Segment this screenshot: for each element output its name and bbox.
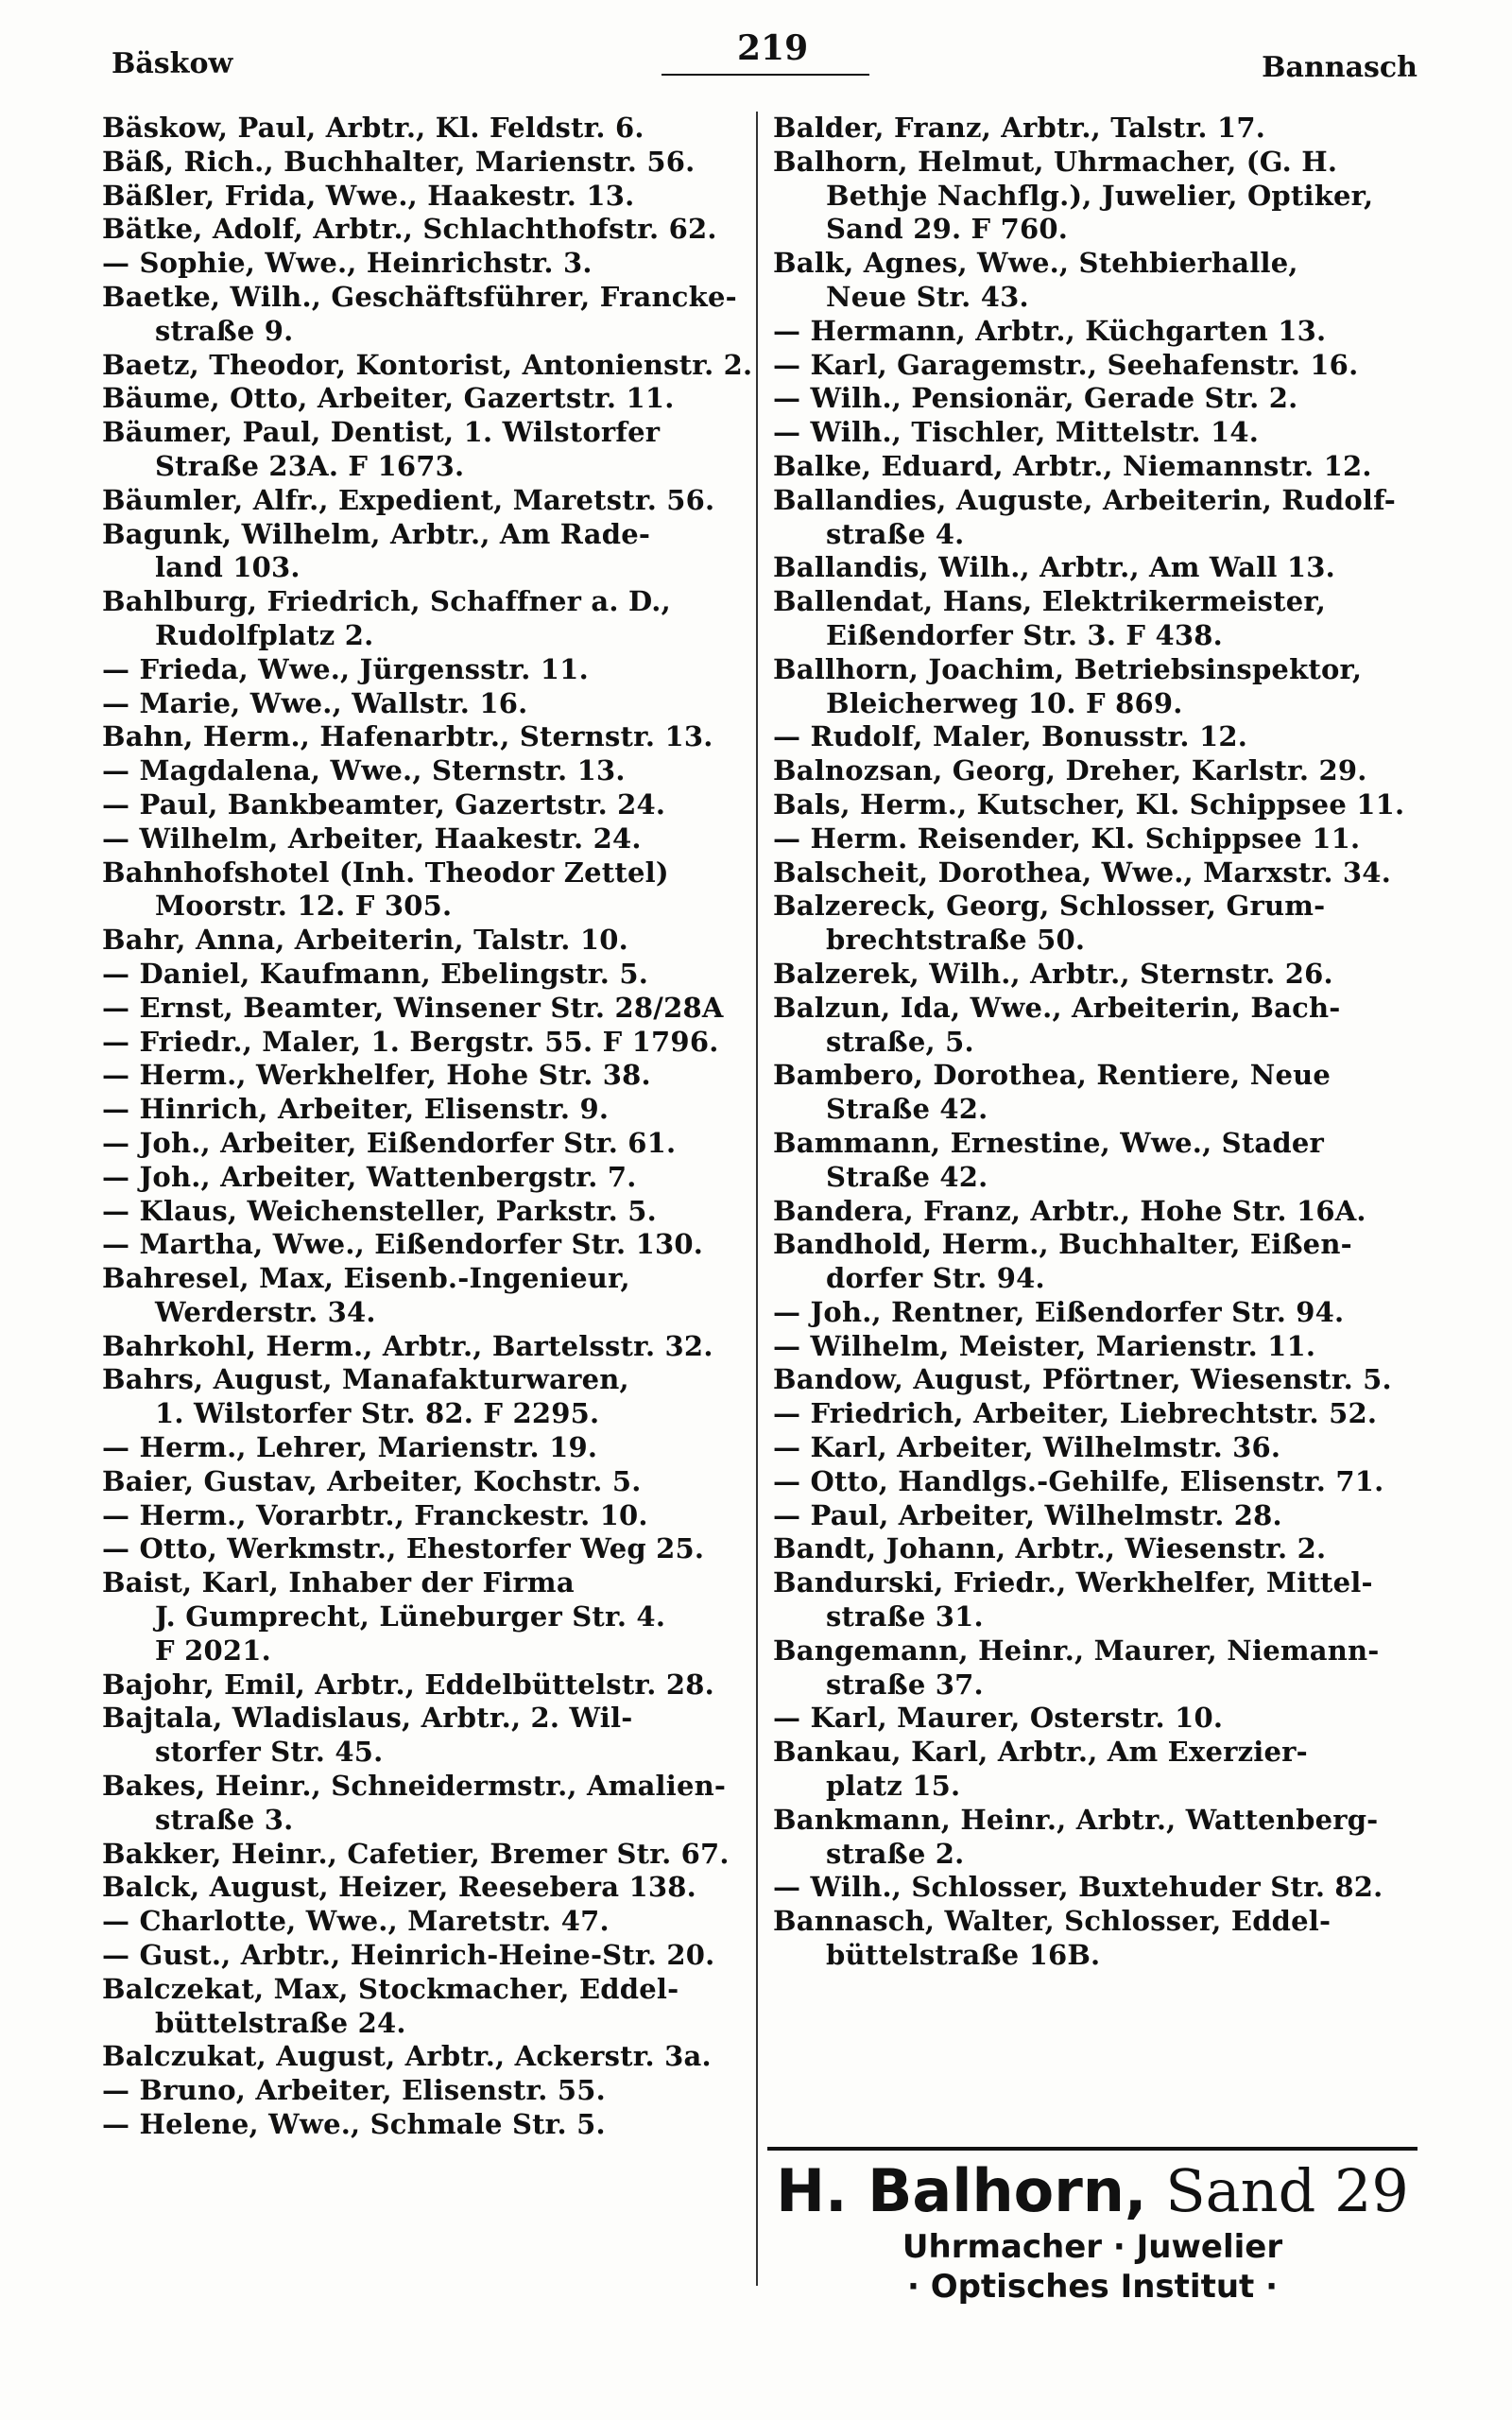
entry-line: Bangemann, Heinr., Maurer, Niemann- [773, 1634, 1380, 1667]
entry-line: Bajtala, Wladislaus, Arbtr., 2. Wil- [102, 1702, 633, 1735]
entry-continuation-line: brechtstraße 50. [826, 924, 1086, 957]
directory-entry [773, 653, 1425, 721]
directory-entry [773, 958, 1425, 992]
directory-entry [102, 518, 754, 586]
entry-line: Balhorn, Helmut, Uhrmacher, (G. H. [773, 145, 1338, 178]
entry-continuation-line: Bleicherweg 10. F 869. [826, 686, 1183, 719]
entry-line: Bambero, Dorothea, Rentiere, Neue [773, 1059, 1332, 1092]
directory-entry [773, 1566, 1425, 1634]
entry-line: Bankmann, Heinr., Arbtr., Wattenberg- [773, 1803, 1379, 1836]
directory-entry [773, 1702, 1425, 1736]
directory-entry [773, 1059, 1425, 1127]
entry-line: Bahrkohl, Herm., Arbtr., Bartelsstr. 32. [102, 1329, 713, 1362]
entry-line: — Friedrich, Arbeiter, Liebrechtstr. 52. [773, 1397, 1378, 1430]
entry-continuation-line: Straße 23A. F 1673. [155, 449, 465, 482]
entry-continuation-line: Neue Str. 43. [826, 280, 1029, 313]
entry-line: Balnozsan, Georg, Dreher, Karlstr. 29. [773, 754, 1367, 787]
directory-entry [102, 958, 754, 992]
page-number: 219 [737, 28, 809, 68]
directory-entry [773, 112, 1425, 146]
directory-entry [102, 1566, 754, 1668]
entry-continuation-line: straße 31. [826, 1600, 984, 1634]
entry-continuation-line: Bethje Nachflg.), Juwelier, Optiker, [826, 179, 1374, 212]
directory-entry [102, 1532, 754, 1566]
directory-entry [773, 416, 1425, 450]
entry-line: — Marie, Wwe., Wallstr. 16. [102, 686, 528, 719]
entry-line: Bammann, Ernestine, Wwe., Stader [773, 1126, 1325, 1159]
entry-line: — Karl, Maurer, Osterstr. 10. [773, 1702, 1224, 1735]
directory-entry [102, 1499, 754, 1533]
entry-line: Baetz, Theodor, Kontorist, Antonienstr. 2. [102, 348, 753, 381]
entry-line: Bakes, Heinr., Schneidermstr., Amalien- [102, 1770, 727, 1803]
directory-entry [773, 382, 1425, 416]
header-last-entry: Bannasch [1262, 51, 1418, 84]
directory-entry [102, 856, 754, 925]
entry-line: Ballandies, Auguste, Arbeiterin, Rudolf- [773, 483, 1397, 516]
entry-line: — Hermann, Arbtr., Küchgarten 13. [773, 314, 1327, 347]
entry-line: — Paul, Bankbeamter, Gazertstr. 24. [102, 787, 666, 821]
entry-line: Bahlburg, Friedrich, Schaffner a. D., [102, 585, 671, 618]
advertisement-address: Sand 29 [1165, 2156, 1409, 2225]
entry-line: — Wilhelm, Arbeiter, Haakestr. 24. [102, 821, 642, 855]
directory-entry [102, 1905, 754, 1939]
entry-line: Ballhorn, Joachim, Betriebsinspektor, [773, 652, 1363, 685]
directory-entry [773, 1905, 1425, 1973]
entry-line: — Herm., Werkhelfer, Hohe Str. 38. [102, 1059, 651, 1092]
directory-entry [773, 822, 1425, 856]
entry-line: — Joh., Arbeiter, Wattenbergstr. 7. [102, 1160, 637, 1193]
directory-entry [773, 992, 1425, 1060]
directory-entry [102, 585, 754, 653]
entry-line: — Gust., Arbtr., Heinrich-Heine-Str. 20. [102, 1939, 715, 1972]
directory-entry [773, 1499, 1425, 1533]
directory-entry [102, 2108, 754, 2142]
directory-entry [773, 1397, 1425, 1431]
entry-line: Balczekat, Max, Stockmacher, Eddel- [102, 1972, 679, 2005]
directory-entry [773, 1736, 1425, 1804]
directory-entry [773, 484, 1425, 552]
entry-line: Balk, Agnes, Wwe., Stehbierhalle, [773, 247, 1298, 280]
directory-entry [102, 1973, 754, 2041]
directory-entry [102, 112, 754, 146]
directory-entry [102, 1026, 754, 1060]
entry-continuation-line: büttelstraße 24. [155, 2006, 406, 2039]
entry-line: — Martha, Wwe., Eißendorfer Str. 130. [102, 1228, 704, 1261]
directory-entry [773, 1431, 1425, 1465]
directory-entry [102, 1702, 754, 1770]
directory-entry [773, 585, 1425, 653]
entry-line: Bäume, Otto, Arbeiter, Gazertstr. 11. [102, 382, 675, 415]
entry-line: Bäßler, Frida, Wwe., Haakestr. 13. [102, 179, 635, 212]
directory-entry [773, 315, 1425, 349]
directory-entry [102, 349, 754, 383]
directory-entry [102, 754, 754, 788]
entry-line: — Otto, Handlgs.-Gehilfe, Elisenstr. 71. [773, 1464, 1384, 1497]
directory-entry [773, 1465, 1425, 1499]
directory-entry [773, 1296, 1425, 1330]
directory-entry [102, 1195, 754, 1229]
entry-line: Bandt, Johann, Arbtr., Wiesenstr. 2. [773, 1532, 1327, 1565]
entry-continuation-line: 1. Wilstorfer Str. 82. F 2295. [155, 1397, 600, 1430]
directory-entry [773, 1871, 1425, 1905]
entry-line: — Wilh., Tischler, Mittelstr. 14. [773, 416, 1260, 449]
entry-line: — Joh., Arbeiter, Eißendorfer Str. 61. [102, 1126, 677, 1159]
directory-entry [102, 2040, 754, 2074]
directory-entry [773, 1634, 1425, 1703]
entry-line: Bäumler, Alfr., Expedient, Maretstr. 56. [102, 483, 715, 516]
directory-entry [102, 281, 754, 349]
directory-entry [102, 213, 754, 247]
entry-line: Ballendat, Hans, Elektrikermeister, [773, 585, 1327, 618]
directory-entry [773, 349, 1425, 383]
entry-continuation-line: straße 2. [826, 1837, 965, 1870]
directory-entry [102, 1059, 754, 1093]
entry-continuation-line: storfer Str. 45. [155, 1736, 384, 1769]
entry-line: Bahr, Anna, Arbeiterin, Talstr. 10. [102, 924, 628, 957]
directory-entry [102, 1465, 754, 1499]
entry-line: Balck, August, Heizer, Reesebera 138. [102, 1871, 696, 1904]
advertisement [767, 2155, 1418, 2325]
directory-entry [102, 1770, 754, 1838]
entry-line: Bahrs, August, Manafakturwaren, [102, 1363, 629, 1396]
entry-line: — Charlotte, Wwe., Maretstr. 47. [102, 1905, 610, 1938]
entry-line: Bals, Herm., Kutscher, Kl. Schippsee 11. [773, 787, 1405, 821]
entry-continuation-line: platz 15. [826, 1770, 961, 1803]
entry-line: Bäß, Rich., Buchhalter, Marienstr. 56. [102, 145, 696, 178]
entry-line: Balke, Eduard, Arbtr., Niemannstr. 12. [773, 449, 1372, 482]
entry-line: — Hinrich, Arbeiter, Elisenstr. 9. [102, 1093, 610, 1126]
entry-line: — Karl, Arbeiter, Wilhelmstr. 36. [773, 1431, 1281, 1464]
entry-line: Bahn, Herm., Hafenarbtr., Sternstr. 13. [102, 720, 713, 753]
directory-entry [773, 890, 1425, 958]
directory-entry [102, 247, 754, 281]
entry-line: Baier, Gustav, Arbeiter, Kochstr. 5. [102, 1464, 642, 1497]
directory-entry [102, 1939, 754, 1973]
entry-continuation-line: Straße 42. [826, 1160, 988, 1193]
directory-entry [773, 551, 1425, 585]
entry-line: — Paul, Arbeiter, Wilhelmstr. 28. [773, 1498, 1282, 1531]
directory-entry [102, 180, 754, 214]
directory-entry [773, 1330, 1425, 1364]
advertisement-name: H. Balhorn, [776, 2156, 1147, 2225]
entry-line: — Rudolf, Maler, Bonusstr. 12. [773, 720, 1248, 753]
directory-entry [102, 788, 754, 822]
entry-line: — Wilhelm, Meister, Marienstr. 11. [773, 1329, 1316, 1362]
entry-line: Bankau, Karl, Arbtr., Am Exerzier- [773, 1736, 1308, 1769]
header-rule [662, 74, 869, 76]
directory-entry [773, 1804, 1425, 1872]
entry-line: — Joh., Rentner, Eißendorfer Str. 94. [773, 1295, 1345, 1328]
directory-entry [102, 1668, 754, 1703]
entry-continuation-line: straße, 5. [826, 1025, 974, 1058]
entry-line: Bagunk, Wilhelm, Arbtr., Am Rade- [102, 517, 651, 550]
directory-entry [102, 1330, 754, 1364]
entry-continuation-line: Eißendorfer Str. 3. F 438. [826, 618, 1223, 651]
entry-continuation-line: büttelstraße 16B. [826, 1939, 1101, 1972]
entry-continuation-line: straße 9. [155, 314, 294, 347]
directory-entry [102, 653, 754, 687]
entry-line: — Sophie, Wwe., Heinrichstr. 3. [102, 247, 593, 280]
entry-line: Bandera, Franz, Arbtr., Hohe Str. 16A. [773, 1194, 1366, 1227]
directory-entry [102, 1871, 754, 1905]
entry-line: — Friedr., Maler, 1. Bergstr. 55. F 1796. [102, 1025, 719, 1058]
directory-entry [102, 484, 754, 518]
entry-continuation-line: Werderstr. 34. [155, 1295, 376, 1328]
advertisement-line-1: Uhrmacher · Juwelier [902, 2228, 1283, 2266]
entry-continuation-line: Rudolfplatz 2. [155, 618, 374, 651]
directory-entry [102, 146, 754, 180]
entry-line: Baist, Karl, Inhaber der Firma [102, 1566, 575, 1599]
directory-entry [102, 1363, 754, 1431]
entry-line: Bandhold, Herm., Buchhalter, Eißen- [773, 1228, 1352, 1261]
directory-entry [102, 1838, 754, 1872]
entry-line: — Wilh., Pensionär, Gerade Str. 2. [773, 382, 1298, 415]
directory-entry [773, 788, 1425, 822]
directory-entry [102, 2074, 754, 2108]
entry-line: — Bruno, Arbeiter, Elisenstr. 55. [102, 2074, 606, 2107]
entry-continuation-line: Sand 29. F 760. [826, 213, 1069, 246]
directory-entry [102, 382, 754, 416]
directory-entry [773, 1532, 1425, 1566]
directory-entry [773, 146, 1425, 247]
entry-continuation-line: straße 3. [155, 1803, 294, 1836]
entry-line: Balder, Franz, Arbtr., Talstr. 17. [773, 112, 1266, 144]
entry-line: — Otto, Werkmstr., Ehestorfer Weg 25. [102, 1532, 705, 1565]
header-first-entry: Bäskow [112, 47, 233, 80]
entry-line: — Magdalena, Wwe., Sternstr. 13. [102, 754, 626, 787]
directory-entry [102, 1127, 754, 1161]
directory-entry [773, 450, 1425, 484]
directory-entry [102, 1093, 754, 1127]
directory-entry [773, 856, 1425, 890]
directory-entry [102, 1431, 754, 1465]
directory-entry [102, 416, 754, 484]
entry-line: Bajohr, Emil, Arbtr., Eddelbüttelstr. 28. [102, 1668, 714, 1701]
entry-continuation-line: Moorstr. 12. F 305. [155, 890, 453, 923]
entry-continuation-line: Straße 42. [826, 1093, 988, 1126]
directory-entry [773, 247, 1425, 315]
directory-entry [773, 1228, 1425, 1296]
page-header [0, 28, 1512, 85]
directory-entry [102, 1161, 754, 1195]
entry-continuation-line: straße 4. [826, 517, 965, 550]
entry-line: Bahnhofshotel (Inh. Theodor Zettel) [102, 856, 669, 889]
directory-entry [102, 822, 754, 856]
directory-entry [773, 1127, 1425, 1195]
right-column [773, 112, 1425, 1973]
directory-entry [102, 1262, 754, 1330]
directory-entry [102, 992, 754, 1026]
entry-line: Balzun, Ida, Wwe., Arbeiterin, Bach- [773, 991, 1341, 1024]
entry-line: Balscheit, Dorothea, Wwe., Marxstr. 34. [773, 856, 1391, 889]
directory-entry [102, 687, 754, 721]
entry-line: — Klaus, Weichensteller, Parkstr. 5. [102, 1194, 657, 1227]
entry-line: Baetke, Wilh., Geschäftsführer, Francke- [102, 280, 737, 313]
entry-continuation-line: straße 37. [826, 1668, 984, 1701]
entry-line: Bandurski, Friedr., Werkhelfer, Mittel- [773, 1566, 1373, 1599]
advertisement-title [767, 2155, 1418, 2227]
entry-line: Balczukat, August, Arbtr., Ackerstr. 3a. [102, 2040, 712, 2073]
entry-line: Bätke, Adolf, Arbtr., Schlachthofstr. 62. [102, 213, 717, 246]
entry-line: Balzerek, Wilh., Arbtr., Sternstr. 26. [773, 957, 1333, 990]
entry-line: Balzereck, Georg, Schlosser, Grum- [773, 890, 1326, 923]
entry-line: Bäumer, Paul, Dentist, 1. Wilstorfer [102, 416, 661, 449]
entry-line: — Ernst, Beamter, Winsener Str. 28/28A [102, 991, 724, 1024]
entry-continuation-line: dorfer Str. 94. [826, 1262, 1045, 1295]
entry-line: Bakker, Heinr., Cafetier, Bremer Str. 67. [102, 1837, 730, 1870]
directory-entry [773, 1195, 1425, 1229]
entry-line: — Herm., Vorarbtr., Franckestr. 10. [102, 1498, 648, 1531]
entry-continuation-line: F 2021. [155, 1634, 271, 1667]
advertisement-line-2: · Optisches Institut · [906, 2268, 1279, 2306]
directory-entry [102, 1228, 754, 1262]
column-divider [756, 112, 758, 2286]
left-column [102, 112, 754, 2142]
entry-continuation-line: land 103. [155, 551, 301, 584]
entry-line: Bäskow, Paul, Arbtr., Kl. Feldstr. 6. [102, 112, 644, 144]
entry-line: — Frieda, Wwe., Jürgensstr. 11. [102, 652, 589, 685]
entry-line: — Herm., Lehrer, Marienstr. 19. [102, 1431, 598, 1464]
directory-entry [773, 754, 1425, 788]
entry-line: Bahresel, Max, Eisenb.-Ingenieur, [102, 1262, 630, 1295]
entry-line: Bannasch, Walter, Schlosser, Eddel- [773, 1905, 1332, 1938]
entry-line: — Daniel, Kaufmann, Ebelingstr. 5. [102, 957, 649, 990]
entry-line: Bandow, August, Pförtner, Wiesenstr. 5. [773, 1363, 1392, 1396]
directory-entry [102, 924, 754, 958]
entry-line: — Herm. Reisender, Kl. Schippsee 11. [773, 821, 1361, 855]
entry-line: — Karl, Garagemstr., Seehafenstr. 16. [773, 348, 1359, 381]
directory-entry [773, 1363, 1425, 1397]
advertisement-rule [767, 2147, 1418, 2151]
directory-entry [102, 720, 754, 754]
entry-line: — Wilh., Schlosser, Buxtehuder Str. 82. [773, 1871, 1383, 1904]
entry-line: Ballandis, Wilh., Arbtr., Am Wall 13. [773, 551, 1335, 584]
entry-line: — Helene, Wwe., Schmale Str. 5. [102, 2108, 606, 2141]
directory-entry [773, 720, 1425, 754]
entry-continuation-line: J. Gumprecht, Lüneburger Str. 4. [155, 1600, 666, 1634]
